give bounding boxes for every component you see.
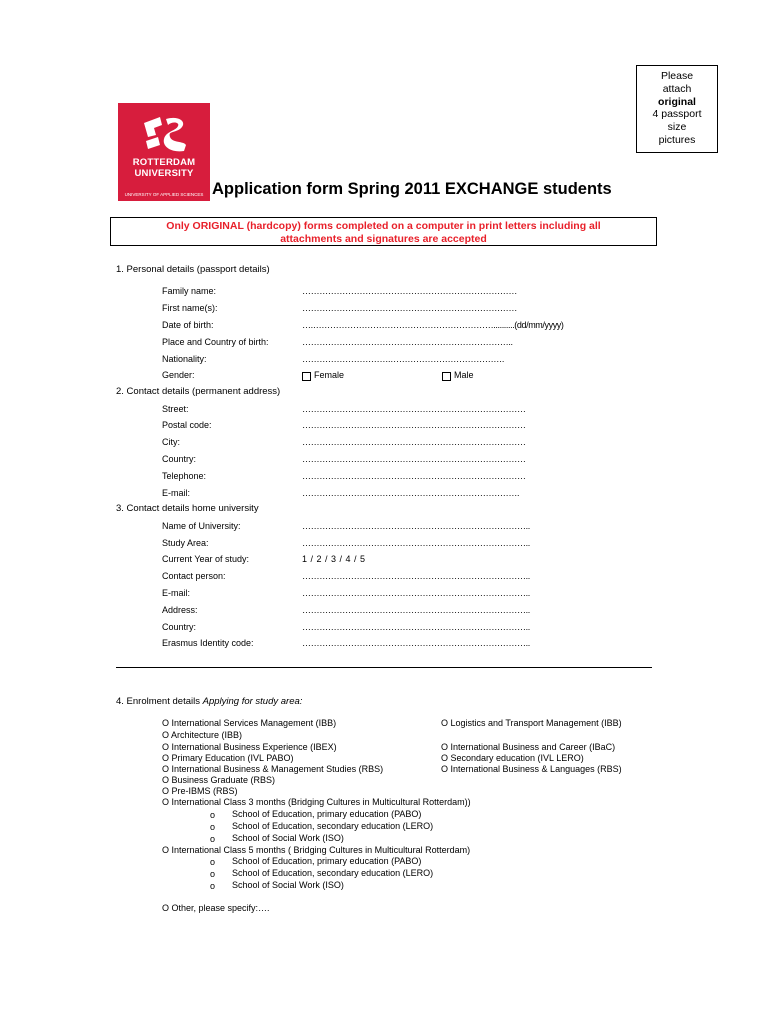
email-field[interactable]: …………………………………………………………………. [302, 488, 520, 498]
field-label: Street: [162, 404, 189, 414]
female-checkbox[interactable] [302, 372, 311, 381]
passport-line-1: Please [660, 70, 694, 82]
option-class5-iso[interactable]: School of Social Work (ISO) [232, 880, 344, 890]
place-of-birth-field[interactable]: ……………………………………………………………….. [302, 337, 513, 347]
enrolment-title-italic: Applying for study area: [202, 696, 303, 707]
logo-line-1: ROTTERDAM [132, 157, 196, 168]
first-name-field[interactable]: ………………………………………………………………… [302, 303, 518, 313]
option-secondary-education[interactable]: O Secondary education (IVL LERO) [441, 753, 584, 763]
passport-line-6: pictures [658, 133, 696, 146]
passport-line-2: attach [662, 82, 692, 95]
street-field[interactable]: …………………………………………………………………… [302, 404, 526, 414]
page-title: Application form Spring 2011 EXCHANGE students [212, 180, 612, 198]
bullet-icon: o [210, 857, 216, 867]
field-label: Date of birth: [162, 320, 214, 330]
erasmus-code-field[interactable]: …………………………………………………………………….. [302, 638, 530, 648]
telephone-field[interactable]: …………………………………………………………………… [302, 471, 526, 481]
notice-line-1: Only ORIGINAL (hardcopy) forms completed on a computer in print letters including all [166, 220, 601, 232]
field-label: E-mail: [162, 588, 191, 598]
field-label: Postal code: [162, 420, 212, 430]
logo-line-2: UNIVERSITY [134, 168, 194, 179]
family-name-field[interactable]: ………………………………………………………………… [302, 286, 518, 296]
field-label: Place and Country of birth: [162, 337, 269, 347]
section-contact-title: 2. Contact details (permanent address) [116, 386, 281, 397]
male-checkbox[interactable] [442, 372, 451, 381]
male-label: Male [454, 370, 474, 380]
option-logistics-transport[interactable]: O Logistics and Transport Management (IBB) [441, 718, 622, 728]
section-home-university-title: 3. Contact details home university [116, 503, 259, 514]
field-label: Telephone: [162, 471, 207, 481]
study-area-field[interactable]: …………………………………………………………………….. [302, 538, 530, 548]
option-primary-education[interactable]: O Primary Education (IVL PABO) [162, 753, 294, 763]
notice-box [110, 217, 657, 246]
field-label: Study Area: [162, 538, 209, 548]
option-international-class-5-months[interactable]: O International Class 5 months ( Bridging Cultures in Multicultural Rotterdam) [162, 845, 471, 855]
bullet-icon: o [210, 881, 216, 891]
field-label: Country: [162, 622, 197, 632]
option-class3-lero[interactable]: School of Education, secondary education (LERO) [232, 821, 434, 831]
option-business-graduate[interactable]: O Business Graduate (RBS) [162, 775, 276, 785]
field-label: Contact person: [162, 571, 226, 581]
nationality-field[interactable]: ………………………….…………………………………. [302, 354, 505, 364]
passport-line-5: size [667, 121, 687, 134]
bullet-icon: o [210, 810, 216, 820]
bullet-icon: o [210, 822, 216, 832]
field-label: Country: [162, 454, 197, 464]
university-name-field[interactable]: …………………………………………………………………….. [302, 521, 530, 531]
option-international-business-career[interactable]: O International Business and Career (IBaC) [441, 742, 616, 752]
section-enrolment-title [116, 696, 302, 707]
logo-mark-icon [140, 115, 190, 153]
section-divider [116, 667, 652, 668]
date-of-birth-field[interactable]: ….………………………………………………………..........(dd/mm/yyyy) [302, 320, 564, 330]
option-pre-ibms[interactable]: O Pre-IBMS (RBS) [162, 786, 238, 796]
country-field[interactable]: …………………………………………………………………… [302, 454, 526, 464]
university-logo [118, 103, 210, 201]
field-label: Name of University: [162, 521, 241, 531]
option-class3-iso[interactable]: School of Social Work (ISO) [232, 833, 344, 843]
option-architecture[interactable]: O Architecture (IBB) [162, 730, 243, 740]
bullet-icon: o [210, 869, 216, 879]
logo-subtitle: UNIVERSITY OF APPLIED SCIENCES [124, 192, 204, 197]
field-label: Nationality: [162, 354, 207, 364]
notice-line-2: attachments and signatures are accepted [280, 232, 487, 245]
option-other-specify[interactable]: O Other, please specify:…. [162, 903, 270, 913]
field-label: Erasmus Identity code: [162, 638, 254, 648]
field-label: E-mail: [162, 488, 191, 498]
option-international-business-languages[interactable]: O International Business & Languages (RBS) [441, 764, 622, 774]
university-country-field[interactable]: …………………………………………………………………….. [302, 622, 530, 632]
option-international-class-3-months[interactable]: O International Class 3 months (Bridging Cultures in Multicultural Rotterdam)) [162, 797, 471, 807]
female-label: Female [314, 370, 345, 380]
address-field[interactable]: …………………………………………………………………….. [302, 605, 530, 615]
option-international-business-experience[interactable]: O International Business Experience (IBEX) [162, 742, 337, 752]
year-of-study-field[interactable]: 1 / 2 / 3 / 4 / 5 [302, 554, 366, 564]
field-label: Family name: [162, 286, 217, 296]
passport-line-4: 4 passport [652, 108, 702, 121]
option-international-business-management[interactable]: O International Business & Management Studies (RBS) [162, 764, 384, 774]
contact-person-field[interactable]: …………………………………………………………………….. [302, 571, 530, 581]
postal-code-field[interactable]: …………………………………………………………………… [302, 420, 526, 430]
bullet-icon: o [210, 834, 216, 844]
gender-label: Gender: [162, 370, 195, 380]
option-class3-pabo[interactable]: School of Education, primary education (PABO) [232, 809, 422, 819]
passport-line-3: original [658, 95, 696, 108]
field-label: Current Year of study: [162, 554, 250, 564]
city-field[interactable]: …………………………………………………………………… [302, 437, 526, 447]
university-email-field[interactable]: …………………………………………………………………….. [302, 588, 530, 598]
option-class5-lero[interactable]: School of Education, secondary education (LERO) [232, 868, 434, 878]
section-personal-title: 1. Personal details (passport details) [116, 264, 270, 275]
option-class5-pabo[interactable]: School of Education, primary education (PABO) [232, 856, 422, 866]
enrolment-title-text: 4. Enrolment details [116, 696, 203, 707]
field-label: Address: [162, 605, 198, 615]
field-label: First name(s): [162, 303, 218, 313]
field-label: City: [162, 437, 180, 447]
passport-photo-box [636, 65, 718, 153]
option-international-services-management[interactable]: O International Services Management (IBB) [162, 718, 337, 728]
